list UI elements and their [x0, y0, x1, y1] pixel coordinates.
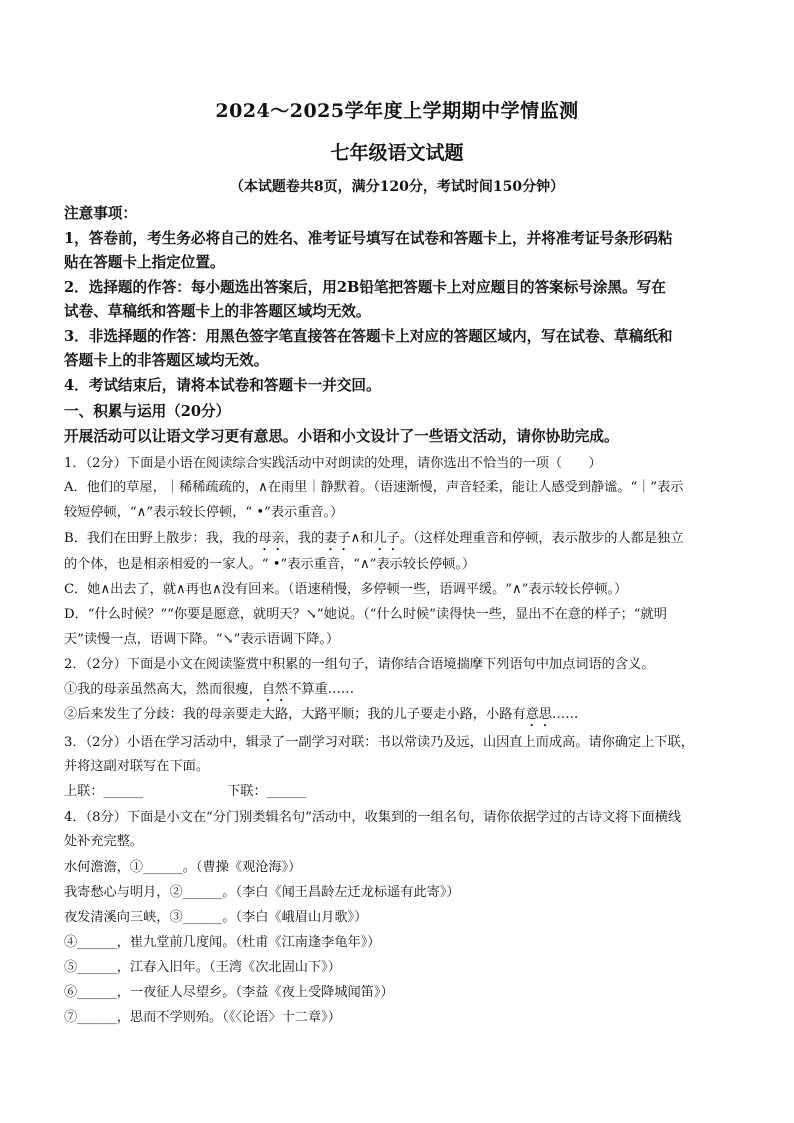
q4-line: ⑥______，一夜征人尽望乡。（李益《夜上受降城闻笛》）: [64, 985, 394, 1000]
section-intro: 开展活动可以让语文学习更有意思。小语和小文设计了一些语文活动，请你协助完成。: [64, 428, 619, 445]
lower-couplet-blank: 下联：______: [227, 784, 307, 799]
q3-answer-lines: [64, 780, 734, 799]
notice-item: 2．选择题的作答：每小题选出答案后，用2B铅笔把答题卡上对应题目的答案标号涂黑。写在: [64, 279, 666, 296]
q4-line: 我寄愁心与明月，②______。（李白《闻王昌龄左迁龙标遥有此寄》）: [64, 885, 460, 900]
notice-item: 贴在答题卡上指定位置。: [64, 254, 225, 271]
q1-option-b-cont: 的个体，也是相亲相爱的一家人。“ •”表示重音，“∧”表示较长停顿。）: [64, 557, 476, 572]
emphasis-word: 意思: [525, 707, 552, 722]
q4-line: ⑦______，思而不学则殆。（《〈论语〉十二章》）: [64, 1010, 341, 1025]
q4-stem-cont: 处补充完整。: [64, 834, 144, 849]
notice-item: 答题卡上的非答题区域均无效。: [64, 352, 269, 369]
q3-stem-cont: 并将这副对联写在下面。: [64, 759, 210, 774]
notice-item: 1，答卷前，考生务必将自己的姓名、准考证号填写在试卷和答题卡上，并将准考证号条形码粘: [64, 230, 673, 247]
q1-option-a: A．他们的草屋，｜稀稀疏疏的，∧在雨里｜静默着。（语速渐慢，声音轻柔，能让人感受到静谧。“｜”表示: [64, 480, 684, 495]
emphasis-word: 妻子: [324, 531, 351, 546]
section-heading: 一、积累与运用（20分）: [64, 403, 231, 420]
exam-title: 2024～2025学年度上学期期中学情监测: [215, 100, 579, 122]
emphasis-word: 儿子: [373, 531, 400, 546]
q1-option-d: D．“什么时候？”“你要是愿意，就明天？↘”她说。（“什么时候”读得快一些，显出不在意的样子；“就明: [64, 607, 667, 622]
q4-line: 水何澹澹，①______。（曹操《观沧海》）: [64, 860, 302, 875]
q2-stem: 2．（2分）下面是小文在阅读鉴赏中积累的一组句子，请你结合语境揣摩下列语句中加点词语的含义。: [64, 657, 655, 672]
q1-option-b: B．我们在田野上散步：我，我的母亲，我的妻子∧和儿子。（这样处理重音和停顿，表示散步的人都是独立: [64, 531, 684, 546]
q1-option-c: C．她∧出去了，就∧再也∧没有回来。（语速稍慢，多停顿一些，语调平缓。“∧”表示较长停顿。）: [64, 582, 628, 597]
notice-item: 试卷、草稿纸和答题卡上的非答题区域均无效。: [64, 303, 371, 320]
q2-sentence-2: ②后来发生了分歧：我的母亲要走大路，大路平顺；我的儿子要走小路，小路有意思……: [64, 707, 579, 722]
q4-line: 夜发清溪向三峡，③______。（李白《峨眉山月歌》）: [64, 910, 368, 925]
q2-sentence-1: ①我的母亲虽然高大，然而很瘦，自然不算重……: [64, 682, 355, 697]
emphasis-word: 母亲: [258, 531, 285, 546]
q1-stem: 1．（2分）下面是小语在阅读综合实践活动中对朗读的处理，请你选出不恰当的一项（ ）: [64, 456, 602, 471]
notice-item: 4．考试结束后，请将本试卷和答题卡一并交回。: [64, 377, 381, 394]
q4-line: ⑤______，江春入旧年。（王湾《次北固山下》）: [64, 960, 341, 975]
notice-item: 3．非选择题的作答：用黑色签字笔直接答在答题卡上对应的答题区域内，写在试卷、草稿纸和: [64, 328, 673, 345]
q1-option-a-cont: 较短停顿，“∧”表示较长停顿，“ •”表示重音。）: [64, 505, 344, 520]
notice-heading: 注意事项：: [64, 205, 137, 222]
q4-line: ④______，崔九堂前几度闻。（杜甫《江南逢李龟年》）: [64, 935, 381, 950]
emphasis-word: 自然: [261, 682, 289, 697]
exam-note: （本试题卷共8页，满分120分，考试时间150分钟）: [229, 179, 565, 195]
upper-couplet-blank: 上联：______: [64, 784, 144, 799]
q1-option-d-cont: 天”读慢一点，语调下降。“↘”表示语调下降。）: [64, 632, 340, 647]
q4-stem: 4．（8分）下面是小文在“分门别类辑名句”活动中，收集到的一组名句，请你依据学过的古诗文将下面横线: [64, 810, 682, 825]
exam-subtitle: 七年级语文试题: [330, 142, 464, 164]
q3-stem: 3．（2分）小语在学习活动中，辑录了一副学习对联：书以常读乃及远，山因直上而成高。请你确定上下联，: [64, 735, 694, 750]
